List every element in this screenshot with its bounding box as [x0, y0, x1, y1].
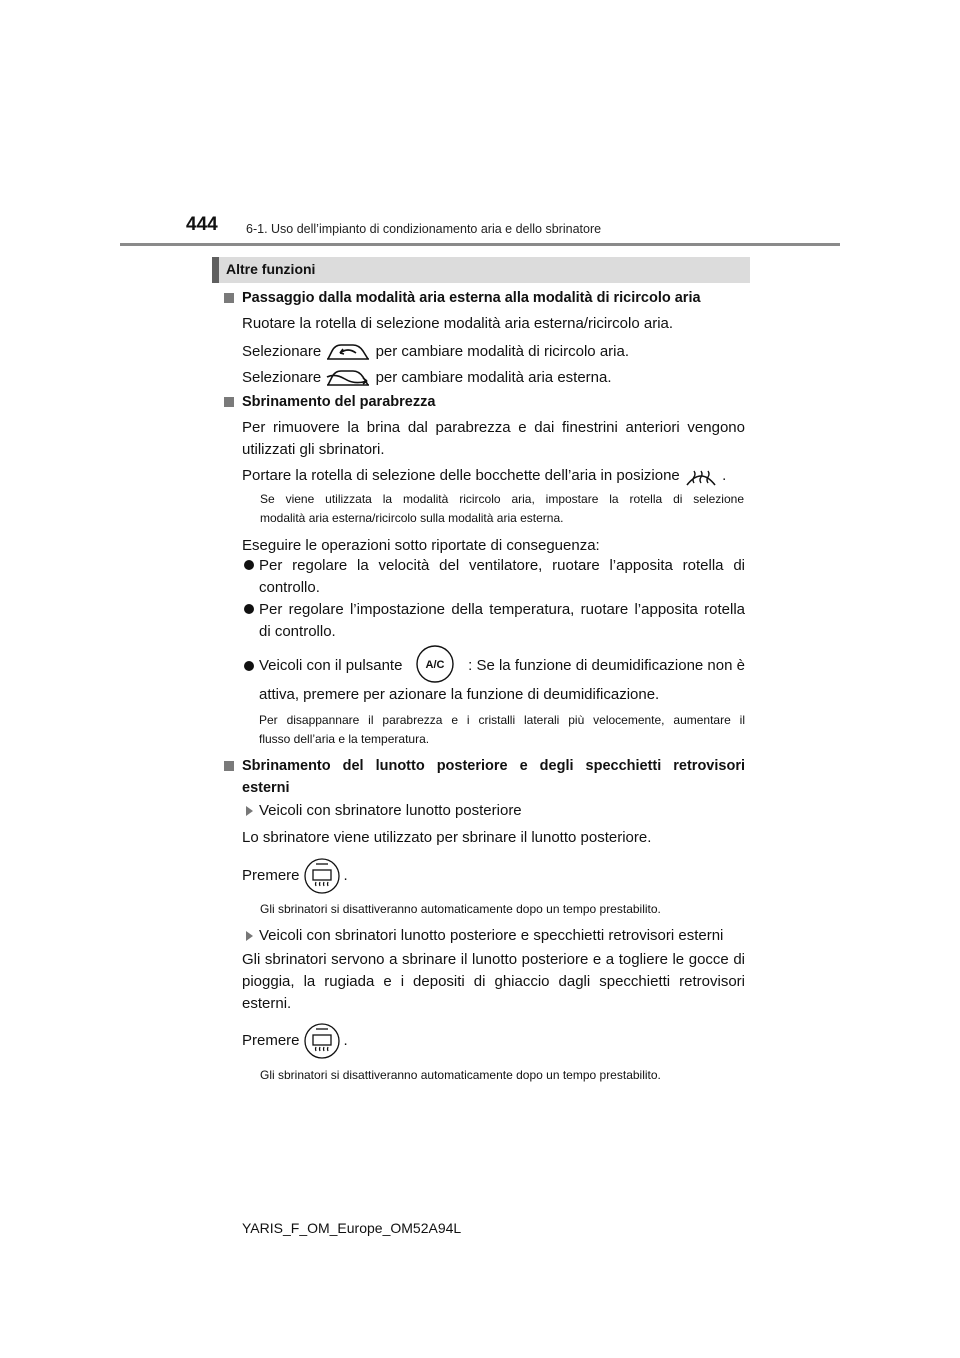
bullet-fan-speed: Per regolare la velocità del ventilatore, ruotare l’apposita rotella di: [259, 557, 745, 574]
recirc-select-label: Selezionare: [242, 342, 322, 360]
bullet-ac-text-2: : Se la funzione di deumidificazione non è: [468, 657, 745, 674]
outside-select-desc: per cambiare modalità aria esterna.: [375, 368, 612, 386]
bullet-ac-text: Veicoli con il pulsante: [259, 657, 403, 674]
svg-text:A/C: A/C: [425, 659, 445, 671]
recirc-note: Se viene utilizzata la modalità ricircolo aria, impostare la rotella di selezione: [260, 492, 744, 506]
bullet-temperature: Per regolare l’impostazione della temperatura, ruotare l’apposita rotella: [259, 601, 745, 618]
windshield-text: utilizzati gli sbrinatori.: [242, 441, 385, 458]
heading-rear-defrost: esterni: [242, 780, 290, 796]
recirc-select-line: [242, 339, 745, 365]
press-line: [242, 858, 745, 894]
section-marker: [224, 761, 234, 771]
bullet-ac-text: attiva, premere per azionare la funzione di deumidificazione.: [259, 686, 660, 703]
windshield-text: Per rimuovere la brina dal parabrezza e dai finestrini anteriori vengono: [242, 419, 745, 436]
bullet: [244, 604, 254, 614]
press-label: Premere: [242, 867, 300, 884]
outside-select-label: Selezionare: [242, 368, 322, 386]
defog-note: flusso dell’aria e la temperatura.: [259, 732, 430, 746]
bullet-ac-line: [259, 650, 745, 682]
recirc-note: modalità aria esterna/ricircolo sulla modalità aria esterna.: [260, 511, 564, 525]
press-end: .: [343, 867, 348, 884]
recirculation-icon: [325, 339, 371, 365]
heading-windshield-defrost: Sbrinamento del parabrezza: [242, 394, 436, 410]
rear-defogger-icon: [304, 858, 340, 894]
sub-marker: [246, 806, 253, 816]
rear-mirror-text: Gli sbrinatori servono a sbrinare il lunotto posteriore e a togliere le gocce di: [242, 951, 745, 968]
press-line-2: [242, 1023, 745, 1059]
document-code: YARIS_F_OM_Europe_OM52A94L: [242, 1220, 462, 1236]
sub-heading-rear-window: Veicoli con sbrinatore lunotto posteriore: [259, 802, 522, 819]
rear-mirror-text: esterni.: [242, 995, 292, 1012]
bullet: [244, 661, 254, 671]
header-divider: [120, 243, 840, 246]
chapter-title: 6-1. Uso dell’impianto di condizionamento aria e dello sbrinatore: [246, 222, 602, 236]
ac-button-icon: [415, 644, 455, 684]
rear-mirror-text: pioggia, la rugiada e i depositi di ghiaccio dagli specchietti retrovisori: [242, 973, 745, 990]
defog-note: Per disappannare il parabrezza e i cristalli laterali più velocemente, aumentare il: [259, 713, 745, 727]
sub-marker: [246, 931, 253, 941]
bullet-temperature: di controllo.: [259, 623, 336, 640]
press-end-2: .: [343, 1032, 348, 1049]
page-number: 444: [186, 214, 218, 235]
instructions-text: Eseguire le operazioni sotto riportate di conseguenza:: [242, 537, 600, 554]
auto-off-note: Gli sbrinatori si disattiveranno automaticamente dopo un tempo prestabilito.: [260, 902, 661, 916]
auto-off-note-2: Gli sbrinatori si disattiveranno automaticamente dopo un tempo prestabilito.: [260, 1068, 661, 1082]
recirc-select-desc: per cambiare modalità di ricircolo aria.: [375, 342, 629, 360]
section-marker: [224, 293, 234, 303]
heading-recirculation: Passaggio dalla modalità aria esterna alla modalità di ricircolo aria: [242, 290, 701, 306]
section-title: Altre funzioni: [226, 261, 316, 277]
heading-rear-defrost: Sbrinamento del lunotto posteriore e degli specchietti retrovisori: [242, 758, 745, 774]
rear-text: Lo sbrinatore viene utilizzato per sbrinare il lunotto posteriore.: [242, 829, 652, 846]
recirc-text: Ruotare la rotella di selezione modalità aria esterna/ricircolo aria.: [242, 315, 674, 332]
outside-select-line: [242, 365, 745, 391]
bullet-fan-speed: controllo.: [259, 579, 320, 596]
defrost-position-end: .: [722, 466, 727, 484]
outside-air-icon: [325, 365, 371, 391]
sub-heading-rear-and-mirrors: Veicoli con sbrinatori lunotto posteriore e specchietti retrovisori esterni: [259, 927, 724, 944]
windshield-defroster-icon: [684, 463, 718, 489]
defrost-position-line: [242, 463, 745, 489]
press-label-2: Premere: [242, 1032, 300, 1049]
bullet: [244, 560, 254, 570]
section-header: [212, 257, 750, 283]
rear-defogger-icon: [304, 1023, 340, 1059]
defrost-position-text: Portare la rotella di selezione delle bocchette dell’aria in posizione: [242, 466, 680, 484]
section-marker: [224, 397, 234, 407]
